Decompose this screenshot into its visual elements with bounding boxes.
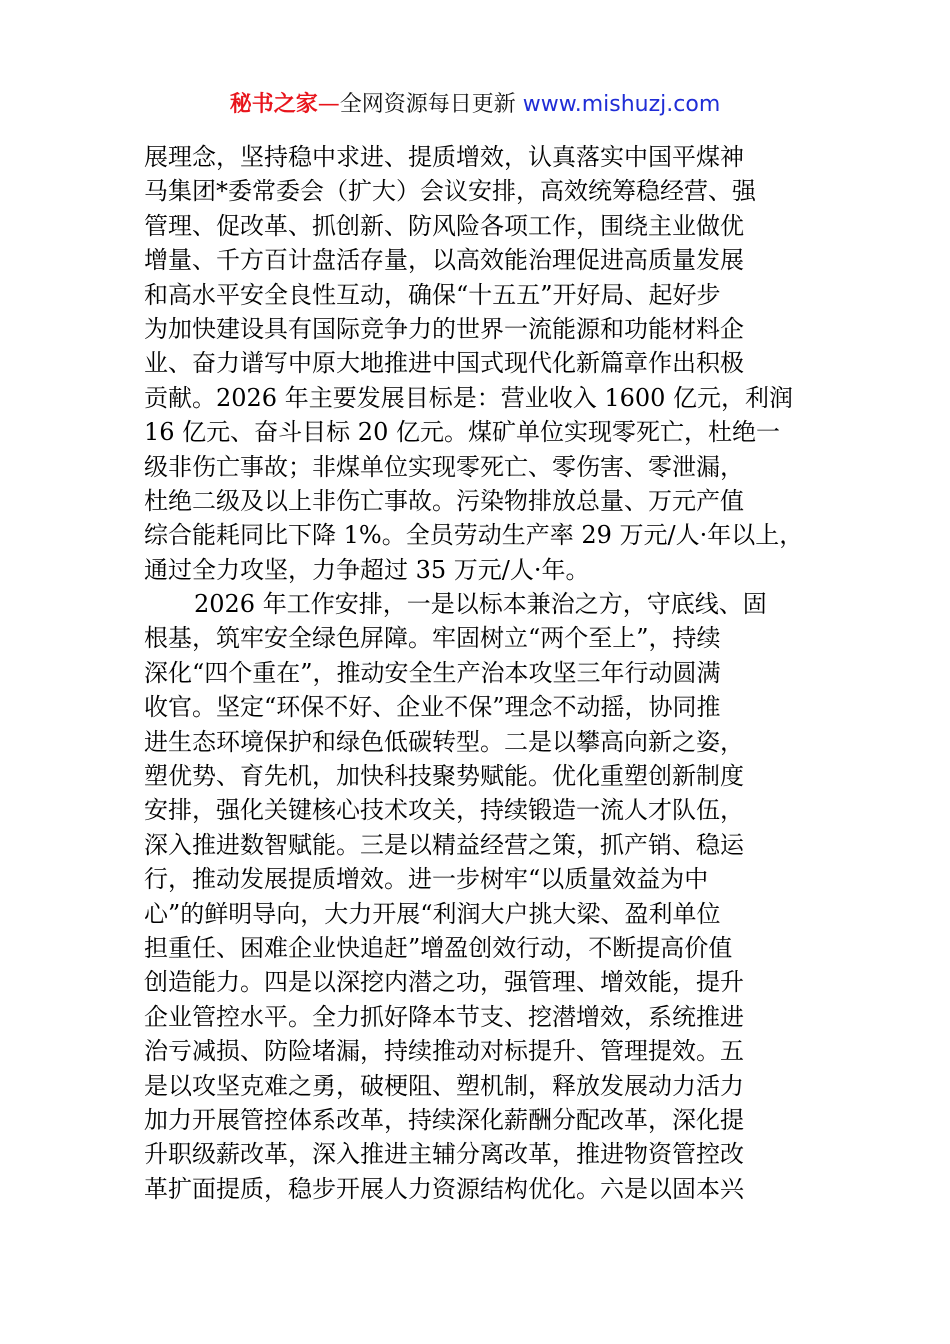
text-line: 2026 年工作安排，一是以标本兼治之方，守底线、固 [194,590,767,619]
text-line: 通过全力攻坚，力争超过 35 万元/人·年。 [144,555,590,584]
text-line: 展理念，坚持稳中求进、提质增效，认真落实中国平煤神 [144,143,744,171]
text-line: 深入推进数智赋能。三是以精益经营之策，抓产销、稳运 [144,830,744,859]
header-dash: — [317,92,340,117]
text-line: 进生态环境保护和绿色低碳转型。二是以攀高向新之姿， [144,727,744,756]
text-line: 收官。坚定“环保不好、企业不保”理念不动摇，协同推 [144,693,721,722]
text-line: 塑优势、育先机，加快科技聚势赋能。优化重塑创新制度 [144,762,744,791]
text-line: 治亏减损、防险堵漏，持续推动对标提升、管理提效。五 [144,1037,744,1066]
text-line: 级非伤亡事故；非煤单位实现零死亡、零伤害、零泄漏， [144,452,744,481]
text-line: 升职级薪改革，深入推进主辅分离改革，推进物资管控改 [144,1140,744,1169]
text-line: 16 亿元、奋斗目标 20 亿元。煤矿单位实现零死亡，杜绝一 [144,418,780,447]
brand-name: 秘书之家 [229,92,318,117]
text-line: 深化“四个重在”，推动安全生产治本攻坚三年行动圆满 [144,658,721,687]
text-line: 贡献。2026 年主要发展目标是：营业收入 1600 亿元，利润 [144,383,794,412]
text-line: 根基，筑牢安全绿色屏障。牢固树立“两个至上”，持续 [144,624,721,653]
text-line: 创造能力。四是以深挖内潜之功，强管理、增效能，提升 [144,968,744,997]
text-line: 业、奋力谱写中原大地推进中国式现代化新篇章作出积极 [144,349,744,378]
text-line: 杜绝二级及以上非伤亡事故。污染物排放总量、万元产值 [144,486,744,515]
text-line: 综合能耗同比下降 1%。全员劳动生产率 29 万元/人·年以上， [144,521,804,550]
page-header [0,88,950,122]
text-line: 增量、千方百计盘活存量，以高效能治理促进高质量发展 [144,246,744,275]
text-line: 行，推动发展提质增效。进一步树牢“以质量效益为中 [144,865,709,894]
text-line: 安排，强化关键核心技术攻关，持续锻造一流人才队伍， [144,796,744,825]
header-tagline: 全网资源每日更新 [339,92,516,117]
text-line: 加力开展管控体系改革，持续深化薪酬分配改革，深化提 [144,1105,744,1134]
text-line: 为加快建设具有国际竞争力的世界一流能源和功能材料企 [144,314,744,343]
text-line: 心”的鲜明导向，大力开展“利润大户挑大梁、盈利单位 [144,899,721,928]
text-line: 革扩面提质，稳步开展人力资源结构优化。六是以固本兴 [144,1174,744,1203]
document-body [144,140,812,1206]
text-line: 马集团*委常委会（扩大）会议安排，高效统筹稳经营、强 [144,177,756,206]
paragraph-2 [144,587,812,1206]
text-line: 是以攻坚克难之勇，破梗阻、塑机制，释放发展动力活力 [144,1071,744,1100]
paragraph-1 [144,140,812,587]
text-line: 管理、促改革、抓创新、防风险各项工作，围绕主业做优 [144,211,744,240]
text-line: 和高水平安全良性互动，确保“十五五”开好局、起好步 [144,280,721,309]
site-link[interactable]: www.mishuzj.com [522,92,721,117]
text-line: 企业管控水平。全力抓好降本节支、挖潜增效，系统推进 [144,1002,744,1031]
text-line: 担重任、困难企业快追赶”增盈创效行动，不断提高价值 [144,933,733,962]
